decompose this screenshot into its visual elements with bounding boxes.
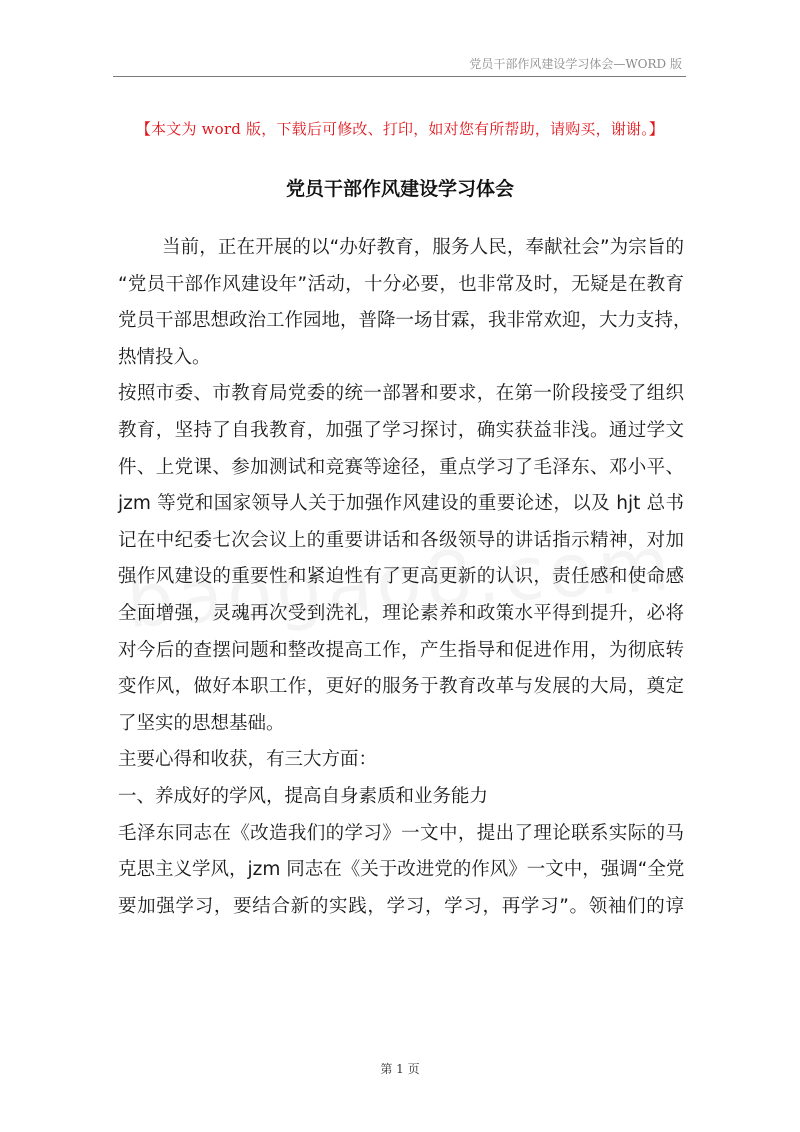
running-header: 党员干部作风建设学习体会—WORD 版 bbox=[469, 57, 682, 71]
body-line: 按照市委、市教育局党委的统一部署和要求，在第一阶段接受了组织 bbox=[118, 383, 684, 405]
body-line: 强作风建设的重要性和紧迫性有了更高更新的认识，责任感和使命感 bbox=[118, 566, 684, 588]
section-heading: 一、养成好的学风，提高自身素质和业务能力 bbox=[118, 785, 489, 807]
body-line: 变作风，做好本职工作，更好的服务于教育改革与发展的大局，奠定 bbox=[118, 676, 684, 698]
body-line: 全面增强，灵魂再次受到洗礼，理论素养和政策水平得到提升，必将 bbox=[118, 602, 684, 624]
page-number: 第 1 页 bbox=[380, 1062, 420, 1076]
document-body bbox=[118, 230, 692, 925]
body-line: jzm 等党和国家领导人关于加强作风建设的重要论述，以及 hjt 总书 bbox=[118, 493, 684, 515]
body-line: 克思主义学风，jzm 同志在《关于改进党的作风》一文中，强调“全党 bbox=[118, 859, 685, 881]
document-title: 党员干部作风建设学习体会 bbox=[285, 178, 514, 200]
download-notice: 【本文为 word 版，下载后可修改、打印，如对您有所帮助，请购买，谢谢。】 bbox=[135, 120, 665, 138]
body-line: 热情投入。 bbox=[118, 346, 211, 368]
body-line: 主要心得和收获，有三大方面： bbox=[118, 749, 378, 771]
body-line: 对今后的查摆问题和整改提高工作，产生指导和促进作用，为彻底转 bbox=[118, 639, 684, 661]
body-line: 记在中纪委七次会议上的重要讲话和各级领导的讲话指示精神，对加 bbox=[118, 529, 684, 551]
header-rule bbox=[113, 76, 686, 77]
body-line: 毛泽东同志在《改造我们的学习》一文中，提出了理论联系实际的马 bbox=[118, 822, 684, 844]
body-line: 要加强学习，要结合新的实践，学习，学习，再学习”。领袖们的谆 bbox=[118, 895, 684, 917]
body-line: 党员干部思想政治工作园地，普降一场甘霖，我非常欢迎，大力支持， bbox=[118, 310, 692, 332]
body-line: 件、上党课、参加测试和竞赛等途径，重点学习了毛泽东、邓小平、 bbox=[118, 456, 684, 478]
body-line: 了坚实的思想基础。 bbox=[118, 712, 285, 734]
body-line: “党员干部作风建设年”活动，十分必要，也非常及时，无疑是在教育 bbox=[118, 273, 684, 295]
body-line: 当前，正在开展的以“办好教育，服务人民，奉献社会”为宗旨的 bbox=[162, 237, 684, 258]
body-line: 教育，坚持了自我教育，加强了学习探讨，确实获益非浅。通过学文 bbox=[118, 419, 684, 441]
